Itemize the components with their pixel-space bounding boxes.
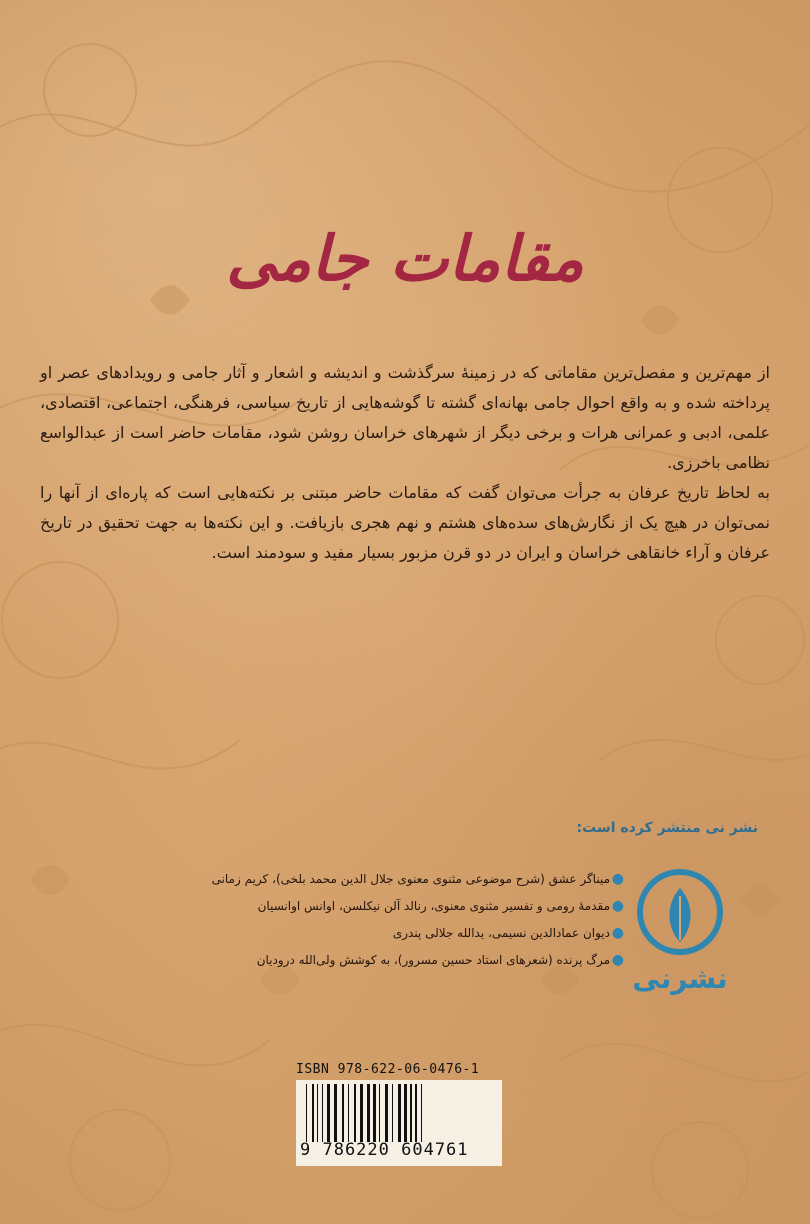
barcode-bar — [327, 1084, 330, 1142]
bullet-icon: ● — [611, 925, 624, 941]
barcode-bar — [379, 1084, 380, 1142]
barcode — [304, 1084, 494, 1142]
bullet-icon: ● — [611, 871, 624, 887]
barcode-bar — [360, 1084, 363, 1142]
barcode-bar — [367, 1084, 370, 1142]
barcode-bar — [410, 1084, 412, 1142]
publisher-logo-text: نشرنی — [632, 962, 728, 995]
list-item: ● دیوان عمادالدین نسیمی، یدالله جلالی پندری — [64, 920, 624, 947]
isbn-label: ISBN 978-622-06-0476-1 — [296, 1062, 480, 1077]
barcode-bar — [421, 1084, 422, 1142]
related-books-list — [64, 866, 624, 974]
barcode-bar — [334, 1084, 337, 1142]
publisher-logo — [618, 866, 742, 996]
barcode-bar — [404, 1084, 407, 1142]
description-paragraph-2: به لحاظ تاریخ عرفان به جرأت می‌توان گفت که مقامات حاضر مبتنی بر نکته‌هایی است که پاره‌ای از آنها را نمی‌توان در هیچ یک از نگارش‌های سده‌های هشتم و نهم هجری بازیافت. و این نکته‌ها به جهت تحقیق در تاریخ عرفان و آراء خانقاهی خراسان و ایران در دو قرن مزبور بسیار مفید و سودمند است. — [40, 483, 770, 562]
list-item: ● مرگ پرنده (شعرهای استاد حسین مسرور)، به کوشش ولی‌الله درودیان — [64, 947, 624, 974]
barcode-bar — [398, 1084, 401, 1142]
bullet-icon: ● — [611, 952, 624, 968]
leaf-in-circle-icon — [618, 866, 742, 996]
book-description — [40, 358, 770, 568]
barcode-bar — [317, 1084, 318, 1142]
barcode-bar — [354, 1084, 356, 1142]
list-item: ● مقدمهٔ رومی و تفسیر مثنوی معنوی، رنالد آلن نیکلسن، اوانس اوانسیان — [64, 893, 624, 920]
bullet-icon: ● — [611, 898, 624, 914]
book-title: مقامات جامی — [226, 222, 584, 295]
barcode-bar — [342, 1084, 344, 1142]
list-item: ● میناگر عشق (شرح موضوعی مثنوی معنوی جلال الدین محمد بلخی)، کریم زمانی — [64, 866, 624, 893]
barcode-bar — [385, 1084, 388, 1142]
barcode-bar — [312, 1084, 314, 1142]
barcode-bar — [415, 1084, 417, 1142]
barcode-bar — [392, 1084, 393, 1142]
description-paragraph-1: از مهم‌ترین و مفصل‌ترین مقاماتی که در زمینهٔ سرگذشت و اندیشه و اشعار و آثار جامی و رویدادهای عصر او پرداخته شده و به واقع احوال جامی بهانه‌ای گشته تا گوشه‌هایی از تاریخ سیاسی، فرهنگی، اجتماعی، اقتصادی، علمی، ادبی و عمرانی هرات و برخی دیگر از شهرهای خراسان روشن شود، مقامات حاضر است از عبدالواسع نظامی باخرزی. — [40, 363, 770, 472]
barcode-bar — [373, 1084, 376, 1142]
barcode-bar — [306, 1084, 307, 1142]
barcode-bar — [322, 1084, 323, 1142]
barcode-bar — [348, 1084, 349, 1142]
published-by-header: نشر نی منتشر کرده است: — [576, 820, 758, 836]
barcode-digits: 9 786220 604761 — [300, 1140, 469, 1160]
